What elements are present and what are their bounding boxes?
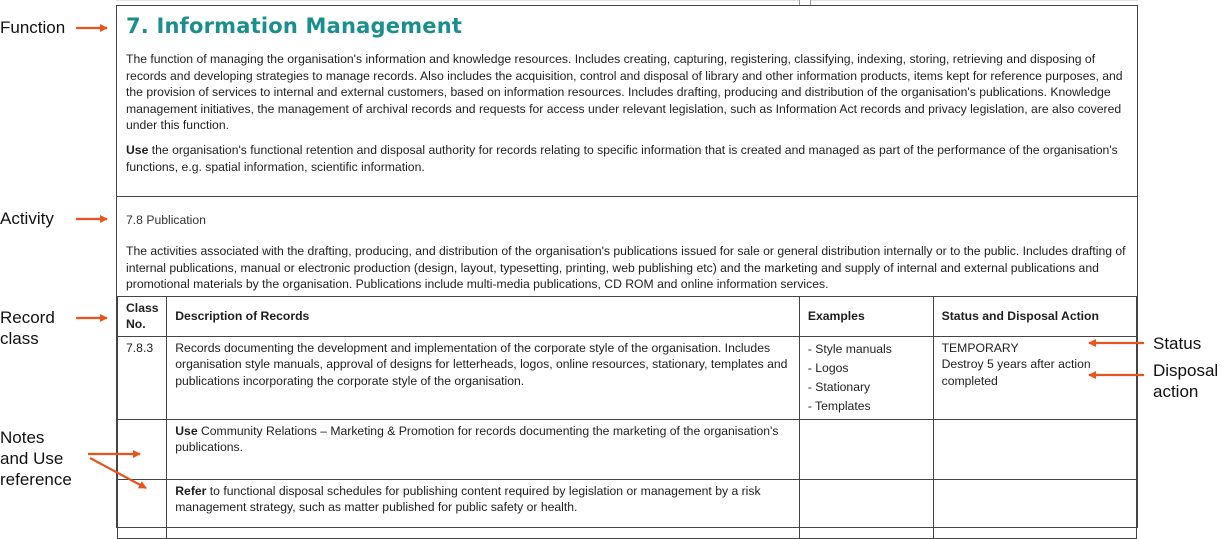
note-examples-cell: [799, 419, 933, 479]
function-title: 7. Information Management: [126, 14, 463, 38]
table-row: [118, 479, 1137, 538]
label-line: Disposal: [1153, 361, 1219, 380]
note-status-cell: [933, 479, 1136, 538]
disposal-action-value: Destroy 5 years after action completed: [941, 357, 1091, 388]
list-item: - Templates: [808, 397, 925, 416]
record-examples: [799, 336, 933, 419]
label-line: class: [0, 329, 39, 348]
record-class-no: 7.8.3: [118, 336, 167, 419]
header-description: Description of Records: [167, 297, 800, 337]
note-class-cell: [118, 419, 167, 479]
label-notes-use-reference: [0, 427, 72, 490]
header-examples: Examples: [799, 297, 933, 337]
note-keyword: Refer: [175, 483, 207, 498]
table-row: [118, 336, 1137, 419]
label-record-class: [0, 307, 55, 349]
activity-title: 7.8 Publication: [126, 213, 206, 227]
label-line: reference: [0, 470, 72, 489]
list-item: - Logos: [808, 359, 925, 378]
note-examples-cell: [799, 479, 933, 538]
list-item: - Stationary: [808, 378, 925, 397]
status-value: TEMPORARY: [941, 340, 1019, 355]
use-keyword: Use: [126, 142, 149, 157]
record-status-disposal: [933, 336, 1136, 419]
label-line: action: [1153, 382, 1199, 401]
disposal-schedule-document: [116, 5, 1138, 528]
label-line: and Use: [0, 449, 64, 468]
table-header-row: [118, 297, 1137, 337]
activity-section: [117, 197, 1137, 297]
header-status: Status and Disposal Action: [933, 297, 1136, 337]
function-section: [117, 6, 1137, 197]
label-line: Record: [0, 308, 55, 327]
header-class-no: Class No.: [118, 297, 167, 337]
label-status: Status: [1153, 334, 1202, 353]
function-use-note: [126, 142, 1129, 175]
note-use-reference: [167, 419, 800, 479]
note-status-cell: [933, 419, 1136, 479]
examples-list: [808, 340, 925, 416]
record-description: Records documenting the development and implementation of the corporate style of the organisation. Includes organisation style manuals, approval of designs for letterheads, logos, online resources, stationary, templates and publications incorporating the corporate style of the organisation.: [167, 336, 800, 419]
note-text: to functional disposal schedules for publishing content required by legislation or management by a risk management strategy, such as matter published for public safety or health.: [175, 483, 761, 515]
note-class-cell: [118, 479, 167, 538]
label-function: Function: [0, 18, 66, 37]
list-item: - Style manuals: [808, 340, 925, 359]
note-refer-reference: [167, 479, 800, 538]
activity-description: The activities associated with the drafting, producing, and distribution of the organisation's publications issued for sale or general distribution internally or to the public. Includes drafting of internal publications, manual or electronic production (design, layout, typesetting, printing, web publishing etc) and the marketing and supply of internal and external publications and promotional materials by the organisation. Publications include multi-media publications, CD ROM and online information services.: [126, 244, 1126, 292]
label-line: Notes: [0, 428, 45, 447]
records-table: [117, 296, 1137, 539]
note-text: Community Relations – Marketing & Promotion for records documenting the marketing of the organisation's publications.: [175, 423, 779, 455]
note-keyword: Use: [175, 423, 198, 438]
label-disposal-action: [1153, 360, 1218, 402]
function-description: The function of managing the organisation's information and knowledge resources. Includes creating, capturing, registering, classifying, indexing, storing, retrieving and disposing of records and developing strategies to manage records. Also includes the acquisition, control and disposal of library and other information products, items kept for reference purposes, and the provision of services to internal and external customers, based on information resources. Includes drafting, producing and distribution of the organisation's publications. Knowledge management initiatives, the management of archival records and requests for access under relevant legislation, such as Information Act records and privacy legislation, are also covered under this function.: [126, 52, 1123, 133]
label-activity: Activity: [0, 209, 54, 228]
table-row: [118, 419, 1137, 479]
function-use-text: the organisation's functional retention and disposal authority for records relating to specific information that is created and managed as part of the performance of the organisation's functions, e.g. spatial information, scientific information.: [126, 142, 1118, 174]
